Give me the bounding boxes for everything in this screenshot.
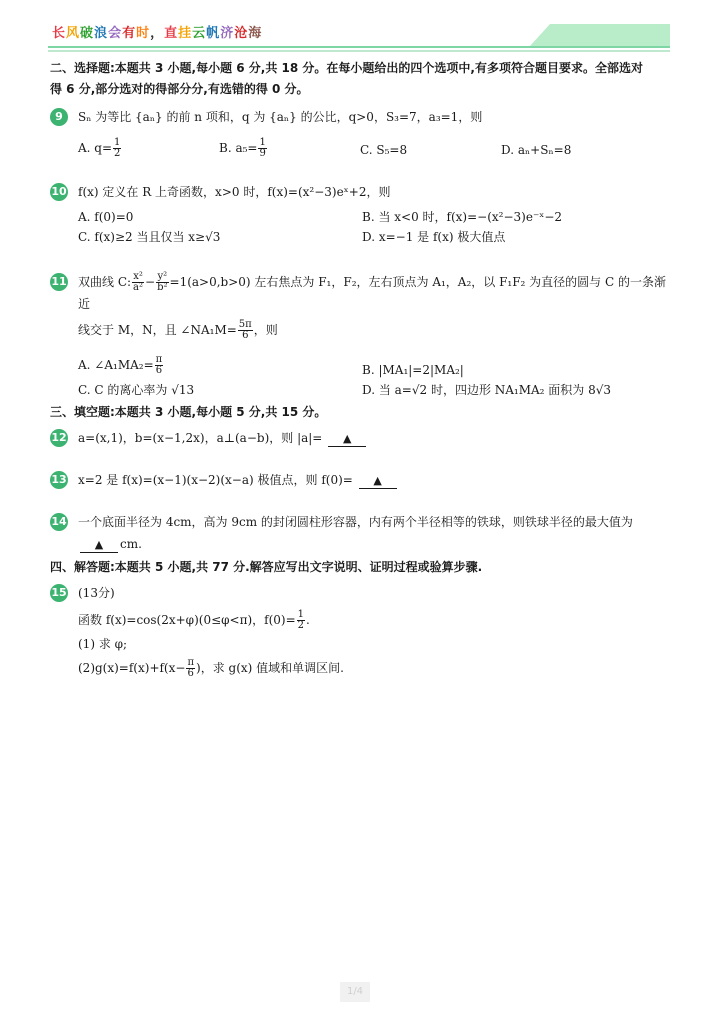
slogan-char: 济 bbox=[220, 26, 235, 41]
question-stem: a=(x,1)，b=(x−1,2x)，a⊥(a−b)，则 |a|= bbox=[78, 431, 323, 445]
fraction: $\frac{\text{x²}}{\text{a²}}$ bbox=[133, 271, 144, 293]
option-d: D. aₙ+Sₙ=8 bbox=[501, 143, 572, 157]
slogan-char: 挂 bbox=[178, 26, 193, 41]
fraction: $\frac{\text{y²}}{\text{b²}}$ bbox=[157, 271, 168, 293]
slogan-char: 会 bbox=[108, 26, 123, 41]
question-stem: f(x) 定义在 R 上奇函数，x>0 时，f(x)=(x²−3)eˣ+2，则 bbox=[78, 185, 391, 199]
option-a: A. q= $\frac{1}{2}$ bbox=[78, 137, 121, 159]
question-number-badge: 10 bbox=[50, 183, 68, 201]
question-stem: Sₙ 为等比 {aₙ} 的前 n 项和，q 为 {aₙ} 的公比，q>0，S₃=7，a₃=1，则 bbox=[78, 110, 483, 124]
option-d: D. x=−1 是 f(x) 极大值点 bbox=[362, 230, 506, 244]
question-13 bbox=[50, 469, 674, 491]
question-12 bbox=[50, 427, 674, 449]
slogan-char: 时 bbox=[136, 26, 151, 41]
question-11-line2: 线交于 M，N，且 ∠NA₁M= $\frac{5\pi}{6}$ ，则 bbox=[78, 319, 278, 341]
question-15-part-2: (2)g(x)=f(x)+f(x− $\frac{\pi}{6}$ )，求 g(x) 值域和单调区间. bbox=[78, 657, 344, 679]
option-b: B. a₅= $\frac{1}{9}$ bbox=[219, 137, 266, 159]
unit-text: cm. bbox=[120, 537, 142, 551]
slogan-char: 云 bbox=[192, 26, 207, 41]
section-2-title-line2: 得 6 分,部分选对的得部分分,有选错的得 0 分。 bbox=[50, 82, 309, 96]
question-number-badge: 11 bbox=[50, 273, 68, 291]
question-number-badge: 9 bbox=[50, 108, 68, 126]
question-9-options bbox=[50, 138, 674, 159]
question-number-badge: 13 bbox=[50, 471, 68, 489]
fraction: $\frac{\pi}{6}$ bbox=[187, 657, 195, 679]
slogan-char: ， bbox=[150, 26, 165, 41]
slogan-char: 风 bbox=[66, 26, 81, 41]
question-9 bbox=[50, 106, 674, 128]
answer-blank[interactable]: ▲ bbox=[359, 474, 397, 489]
header-slogan bbox=[52, 22, 262, 41]
header-rule-top bbox=[48, 46, 670, 48]
option-c: C. S₅=8 bbox=[360, 143, 408, 157]
question-stem-part: =1(a>0,b>0) 左右焦点为 F₁，F₂，左右顶点为 A₁，A₂，以 F₁F₂ 为直径的圆与 C 的一条渐近 bbox=[78, 275, 666, 311]
question-11-options bbox=[50, 355, 674, 400]
question-14-line2 bbox=[50, 533, 674, 555]
slogan-char: 沧 bbox=[234, 26, 249, 41]
question-number-badge: 15 bbox=[50, 584, 68, 602]
fraction: $\frac{5\pi}{6}$ bbox=[238, 319, 252, 341]
question-number-badge: 12 bbox=[50, 429, 68, 447]
question-stem: x=2 是 f(x)=(x−1)(x−2)(x−a) 极值点，则 f(0)= bbox=[78, 473, 353, 487]
question-points: (13分) bbox=[78, 586, 115, 600]
question-14 bbox=[50, 511, 674, 533]
page-header bbox=[0, 0, 720, 56]
section-3-title: 三、填空题:本题共 3 小题,每小题 5 分,共 15 分。 bbox=[50, 405, 327, 419]
option-c: C. C 的离心率为 √13 bbox=[78, 383, 195, 397]
question-15-stem: 函数 f(x)=cos(2x+φ)(0≤φ<π)，f(0)= $\frac{1}{2}$ . bbox=[78, 609, 310, 631]
question-11: 11 双曲线 C: $\frac{\text{x²}}{\text{a²}}$ − $\frac{\text{y²}}{\text{b²}}$ =1(a>0,b>0) 左右焦点为 F₁，F₂，左右顶点为 A₁，A₂，以 F₁F₂ 为直径的圆与 C 的一条渐近 bbox=[51, 271, 666, 311]
question-10 bbox=[50, 181, 674, 203]
page-number: 1/4 bbox=[340, 982, 370, 1002]
option-d: D. 当 a=√2 时，四边形 NA₁MA₂ 面积为 8√3 bbox=[362, 383, 612, 397]
question-stem-part: 双曲线 C: bbox=[78, 275, 132, 289]
option-c: C. f(x)≥2 当且仅当 x≥√3 bbox=[78, 230, 221, 244]
question-10-options bbox=[50, 207, 674, 247]
question-15-part-1: (1) 求 φ; bbox=[78, 637, 128, 651]
question-15 bbox=[50, 582, 674, 604]
exam-content bbox=[50, 56, 674, 680]
option-a: A. f(0)=0 bbox=[78, 210, 134, 224]
slogan-char: 帆 bbox=[206, 26, 221, 41]
slogan-char: 长 bbox=[52, 26, 67, 41]
question-number-badge: 14 bbox=[50, 513, 68, 531]
fraction: $\frac{1}{2}$ bbox=[297, 609, 305, 631]
slogan-char: 有 bbox=[122, 26, 137, 41]
header-rule-bottom bbox=[48, 50, 670, 52]
option-a: A. ∠A₁MA₂= $\frac{\pi}{6}$ bbox=[78, 354, 163, 376]
answer-blank[interactable]: ▲ bbox=[328, 432, 366, 447]
answer-blank[interactable]: ▲ bbox=[80, 538, 118, 553]
slogan-char: 破 bbox=[80, 26, 95, 41]
slogan-char: 浪 bbox=[94, 26, 109, 41]
section-4-title: 四、解答题:本题共 5 小题,共 77 分.解答应写出文字说明、证明过程或验算步骤. bbox=[50, 560, 483, 574]
slogan-char: 海 bbox=[248, 26, 263, 41]
slogan-char: 直 bbox=[164, 26, 179, 41]
option-b: B. 当 x<0 时，f(x)=−(x²−3)e⁻ˣ−2 bbox=[362, 210, 563, 224]
section-2-title bbox=[50, 58, 674, 100]
section-2-title-line1: 二、选择题:本题共 3 小题,每小题 6 分,共 18 分。在每小题给出的四个选项中,有多项符合题目要求。全部选对 bbox=[50, 61, 643, 75]
option-b: B. |MA₁|=2|MA₂| bbox=[362, 363, 464, 377]
question-stem: 一个底面半径为 4cm，高为 9cm 的封闭圆柱形容器，内有两个半径相等的铁球，则铁球半径的最大值为 bbox=[78, 515, 633, 529]
header-decor-shape bbox=[530, 24, 670, 46]
